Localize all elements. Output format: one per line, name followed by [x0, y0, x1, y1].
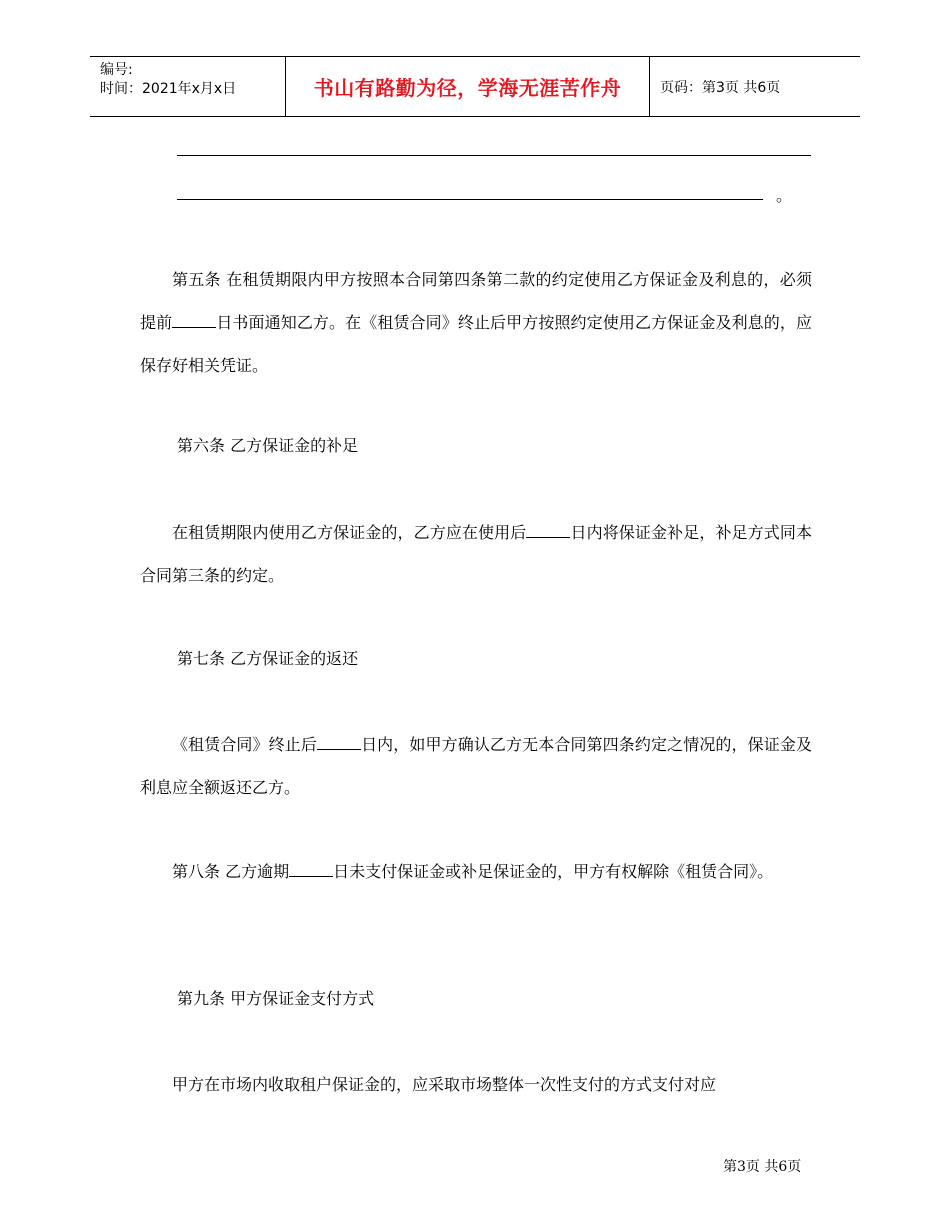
fill-in-period: 。 [776, 186, 793, 205]
clause-8-text-b: 日未支付保证金或补足保证金的，甲方有权解除《租赁合同》。 [333, 862, 774, 881]
header-meta [90, 57, 286, 116]
header-page-info: 页码：第3页 共6页 [660, 79, 781, 96]
clause-6-blank [526, 523, 570, 538]
clause-9-title: 第九条 甲方保证金支付方式 [177, 989, 375, 1008]
clause-6-title: 第六条 乙方保证金的补足 [177, 436, 359, 455]
clause-5-text-a: 第五条 在租赁期限内甲方按照本合同第四条第二款的约定使用乙方保证金及利息的，必须提前 [140, 270, 812, 332]
page-header [90, 56, 860, 117]
clause-8-blank [289, 862, 333, 877]
clause-6-text-a: 在租赁期限内使用乙方保证金的，乙方应在使用后 [172, 523, 527, 542]
clause-5-blank [172, 313, 216, 328]
fill-in-line-1 [177, 155, 811, 156]
clause-6-body [140, 511, 812, 597]
footer-page-number: 第3页 共6页 [723, 1159, 802, 1175]
clause-7-body [140, 723, 812, 809]
clause-8 [140, 850, 812, 893]
header-motto: 书山有路勤为径，学海无涯苦作舟 [286, 57, 650, 116]
clause-7-text-a: 《租赁合同》终止后 [172, 735, 317, 754]
clause-5 [140, 258, 812, 387]
document-time-label: 时间：2021年x月x日 [100, 81, 237, 97]
clause-7-title: 第七条 乙方保证金的返还 [177, 649, 359, 668]
clause-7-text-b: 日内，如甲方确认乙方无本合同第四条约定之情况的，保证金及利息应全额返还乙方。 [140, 735, 812, 797]
document-number-label: 编号: [100, 62, 133, 78]
clause-9-body: 甲方在市场内收取租户保证金的，应采取市场整体一次性支付的方式支付对应 [172, 1075, 717, 1094]
fill-in-line-2 [177, 199, 763, 200]
clause-7-blank [317, 735, 361, 750]
clause-6-text-b: 日内将保证金补足，补足方式同本合同第三条的约定。 [140, 523, 812, 585]
clause-5-text-b: 日书面通知乙方。在《租赁合同》终止后甲方按照约定使用乙方保证金及利息的，应保存好相关凭证。 [140, 313, 812, 375]
clause-8-text-a: 第八条 乙方逾期 [172, 862, 290, 881]
